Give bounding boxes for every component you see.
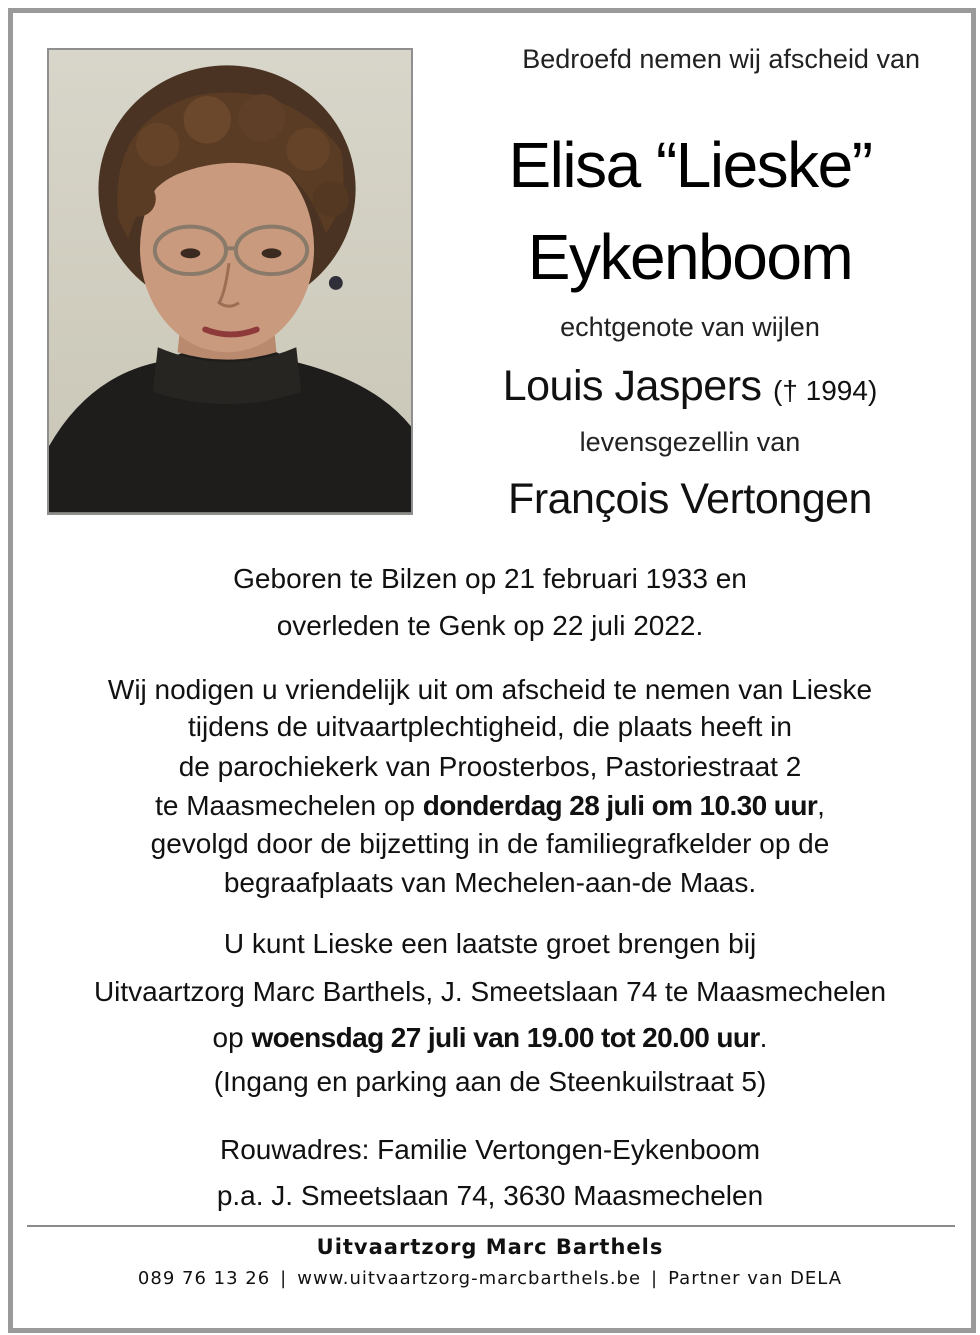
intro-text: Bedroefd nemen wij afscheid van xyxy=(522,44,920,74)
footer-company: Uitvaartzorg Marc Barthels xyxy=(316,1235,664,1259)
ceremony-line-2: tijdens de uitvaartplechtigheid, die plaats heeft in xyxy=(188,711,792,742)
ceremony-line-3: de parochiekerk van Proosterbos, Pastoriestraat 2 xyxy=(178,751,802,782)
partner-name: François Vertongen xyxy=(508,475,872,523)
visitation-date: woensdag 27 juli van 19.00 tot 20.00 uur xyxy=(251,1022,760,1053)
mourning-address-line-1: Rouwadres: Familie Vertongen-Eykenboom xyxy=(219,1134,761,1165)
mourning-address-line-2: p.a. J. Smeetslaan 74, 3630 Maasmechelen xyxy=(216,1180,764,1211)
portrait-illustration xyxy=(49,50,411,513)
spouse-line xyxy=(440,362,940,411)
deceased-name-first: Elisa “Lieske” xyxy=(508,129,872,201)
visitation-line-2: Uitvaartzorg Marc Barthels, J. Smeetslaan 74 te Maasmechelen xyxy=(93,976,887,1007)
footer-website[interactable]: www.uitvaartzorg-marcbarthels.be xyxy=(297,1268,642,1289)
footer-divider xyxy=(27,1225,955,1227)
ceremony-line-4 xyxy=(0,790,980,822)
partner-relation: levensgezellin van xyxy=(579,427,801,457)
visitation-date-prefix: op xyxy=(212,1022,252,1053)
visitation-line-3 xyxy=(0,1022,980,1054)
ceremony-line-5: gevolgd door de bijzetting in de familiegrafkelder op de xyxy=(150,828,830,859)
deceased-name-last: Eykenboom xyxy=(527,221,853,293)
ceremony-date-prefix: te Maasmechelen op xyxy=(155,790,423,821)
spouse-relation: echtgenote van wijlen xyxy=(560,312,820,342)
ceremony-date-suffix: , xyxy=(817,790,825,821)
spouse-death-year: († 1994) xyxy=(772,375,878,406)
ceremony-line-1: Wij nodigen u vriendelijk uit om afscheid te nemen van Lieske xyxy=(107,674,873,705)
visitation-date-suffix: . xyxy=(759,1022,768,1053)
ceremony-line-6: begraafplaats van Mechelen-aan-de Maas. xyxy=(223,867,757,898)
footer-phone: 089 76 13 26 xyxy=(137,1268,271,1289)
ceremony-date: donderdag 28 juli om 10.30 uur xyxy=(422,790,818,821)
footer-separator: | xyxy=(280,1268,288,1289)
spouse-name: Louis Jaspers xyxy=(502,362,762,410)
birth-line: Geboren te Bilzen op 21 februari 1933 en xyxy=(233,563,747,594)
footer-partner: Partner van DELA xyxy=(668,1268,843,1289)
death-line: overleden te Genk op 22 juli 2022. xyxy=(276,610,704,641)
visitation-line-4: (Ingang en parking aan de Steenkuilstraat 5) xyxy=(213,1066,767,1097)
portrait-photo xyxy=(47,48,413,515)
visitation-line-1: U kunt Lieske een laatste groet brengen bij xyxy=(223,928,757,959)
footer-separator: | xyxy=(651,1268,659,1289)
footer-contact xyxy=(0,1268,980,1289)
